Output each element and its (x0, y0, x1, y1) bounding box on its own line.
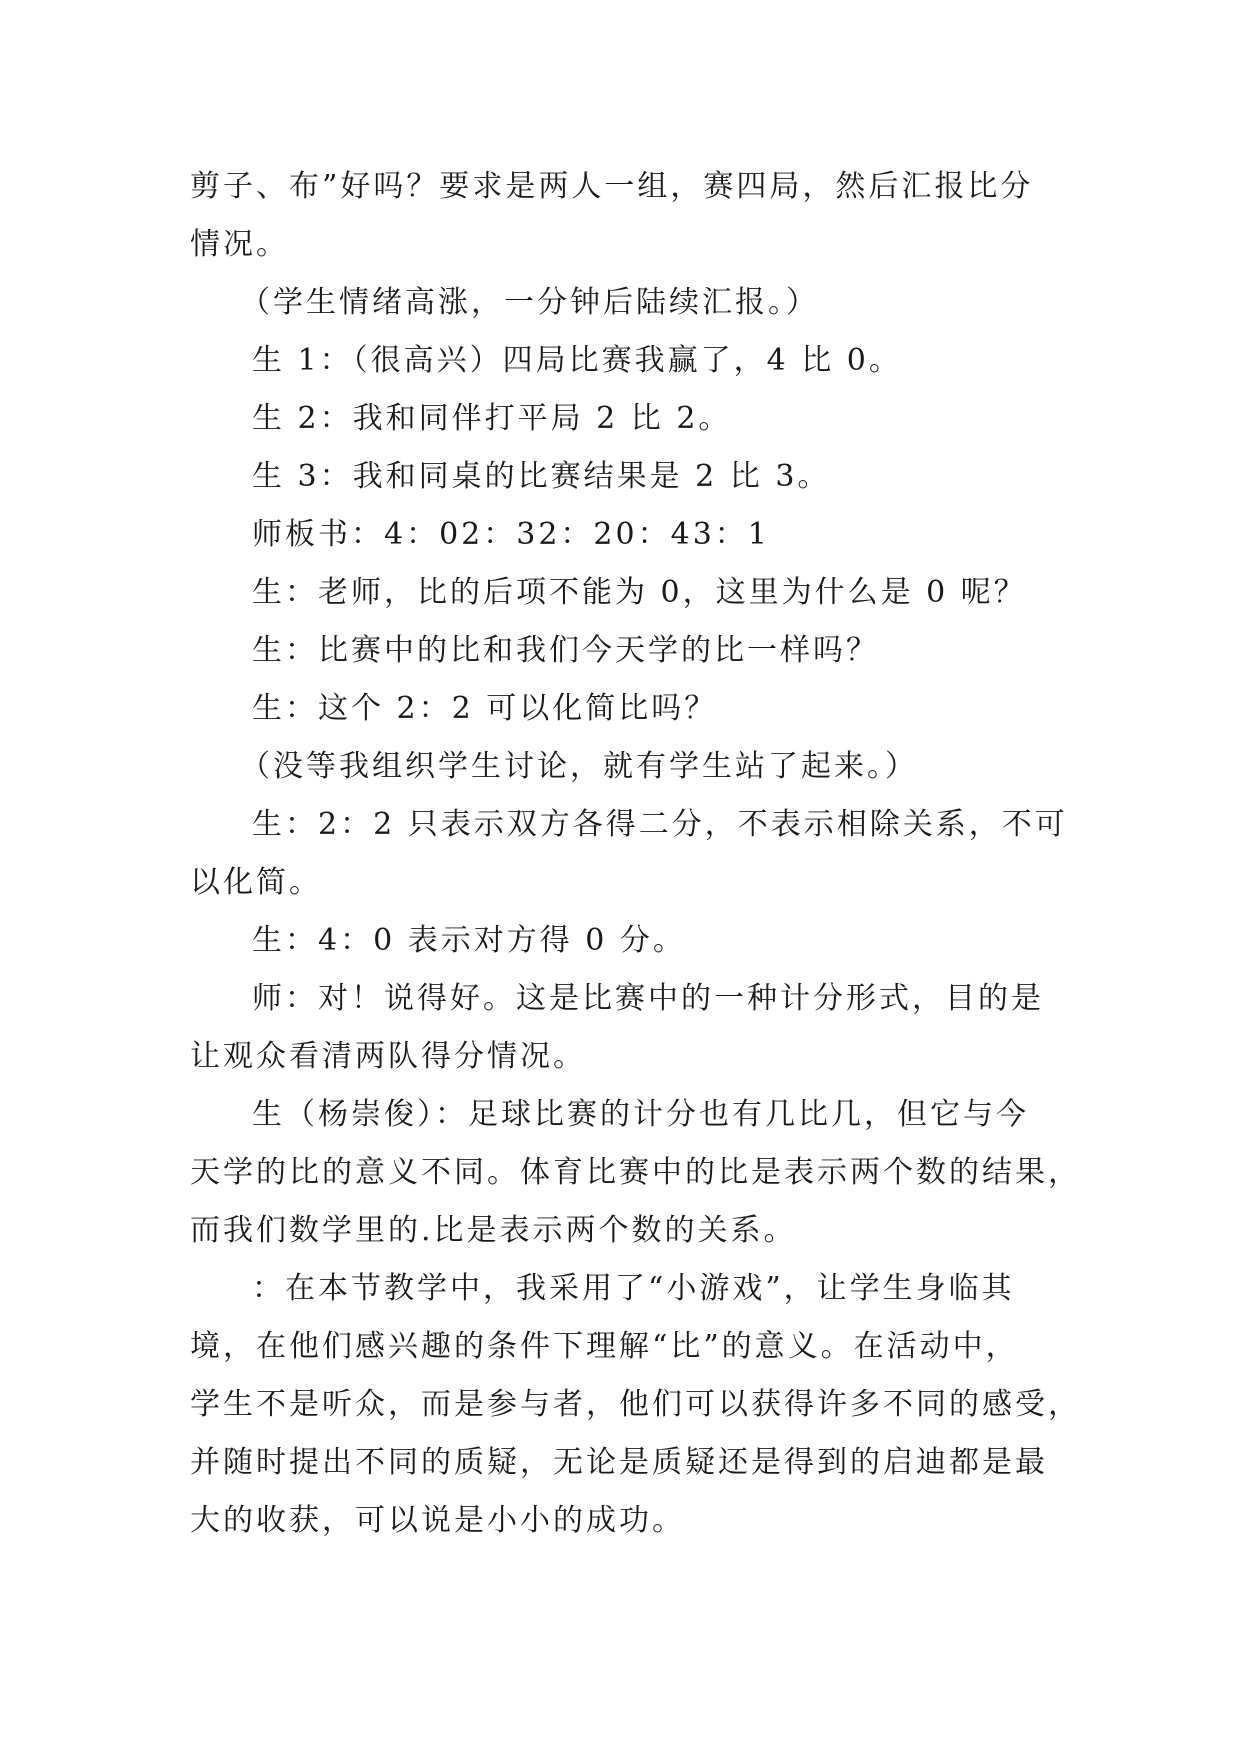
text-line: 生：4：0 表示对方得 0 分。 (252, 923, 686, 958)
text-line: （没等我组织学生讨论，就有学生站了起来。） (240, 749, 918, 784)
body-text (190, 158, 1081, 1550)
text-line: （学生情绪高涨，一分钟后陆续汇报。） (240, 285, 819, 320)
text-line: ：在本节教学中，我采用了“小游戏”，让学生身临其 (252, 1271, 1015, 1306)
text-line: 并随时提出不同的质疑，无论是质疑还是得到的启迪都是最 (190, 1445, 1048, 1480)
text-line: 生（杨崇俊）：足球比赛的计分也有几比几，但它与今 (252, 1097, 1029, 1132)
text-line: 天学的比的意义不同。体育比赛中的比是表示两个数的结果， (190, 1155, 1081, 1190)
text-line: 情况。 (190, 227, 289, 262)
text-line: 以化简。 (190, 865, 322, 900)
text-line: 剪子、布”好吗？要求是两人一组，赛四局，然后汇报比分 (190, 169, 1034, 204)
text-line: 生：比赛中的比和我们今天学的比一样吗？ (252, 633, 879, 668)
text-line: 让观众看清两队得分情况。 (190, 1039, 586, 1074)
text-line: 大的收获，可以说是小小的成功。 (190, 1503, 685, 1538)
text-line: 境，在他们感兴趣的条件下理解“比”的意义。在活动中， (190, 1329, 1019, 1364)
text-line: 生 3：我和同桌的比赛结果是 2 比 3。 (252, 459, 831, 494)
text-line: 生：2：2 只表示双方各得二分，不表示相除关系，不可 (252, 807, 1068, 842)
text-line: 师板书：4：02：32：20：43：1 (252, 517, 770, 552)
text-line: 师：对！说得好。这是比赛中的一种计分形式，目的是 (252, 981, 1044, 1016)
text-line: 生：老师，比的后项不能为 0，这里为什么是 0 呢？ (252, 575, 1027, 610)
text-line: 而我们数学里的.比是表示两个数的关系。 (190, 1213, 797, 1248)
text-line: 学生不是听众，而是参与者，他们可以获得许多不同的感受， (190, 1387, 1081, 1422)
text-line: 生 1：（很高兴）四局比赛我赢了，4 比 0。 (252, 343, 902, 378)
text-line: 生 2：我和同伴打平局 2 比 2。 (252, 401, 732, 436)
text-line: 生：这个 2：2 可以化简比吗？ (252, 691, 718, 726)
